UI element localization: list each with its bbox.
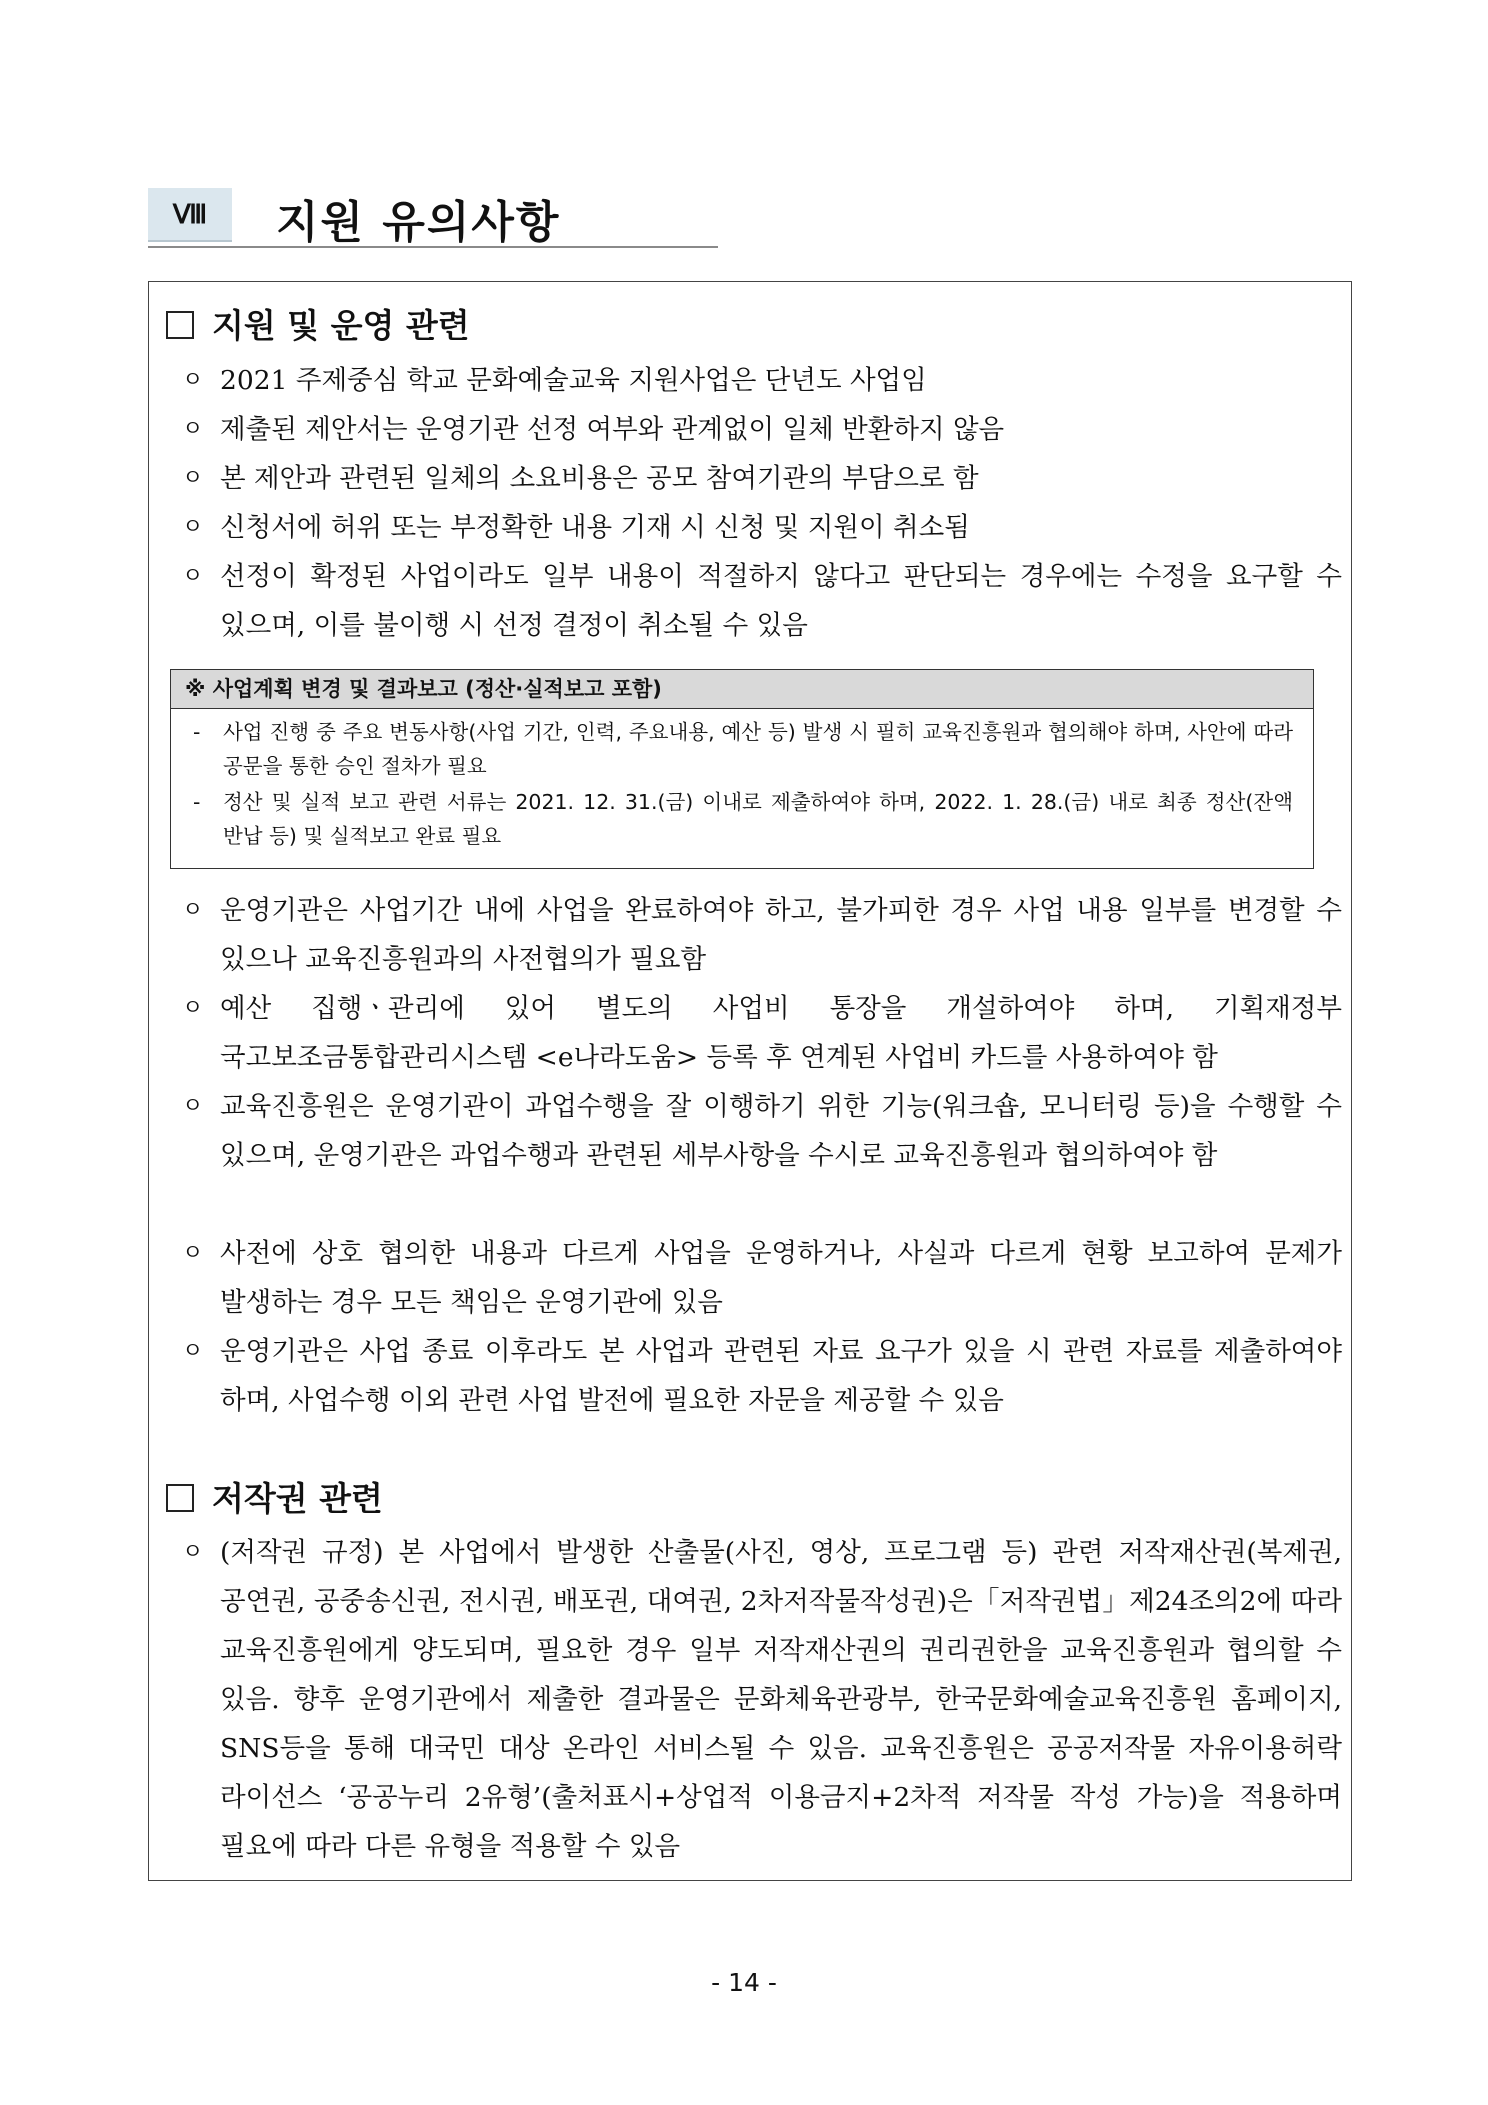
dash-bullet-icon: - [193, 720, 201, 744]
square-bullet-icon [166, 1484, 194, 1512]
list-item: ㅇ (저작권 규정) 본 사업에서 발생한 산출물(사진, 영상, 프로그램 등) 관련 저작재산권(복제권, 공연권, 공중송신권, 전시권, 배포권, 대여권, 2차저작물작성권)은「저작권법」제24조의2에 따라 교육진흥원에게 양도되며, 필요한 경우 일부 저작재산권의 권리권한을 교육진흥원과 협의할 수 있음. 향후 운영기관에서 제출한 결과물은 문화체육관광부, 한국문화예술교육진흥원 홈페이지, SNS등을 통해 대국민 대상 온라인 서비스될 수 있음. 교육진흥원은 공공저작물 자유이용허락 라이선스 ‘공공누리 2유형’(출처표시+상업적 이용금지+2차적 저작물 작성 가능)을 적용하며 필요에 따라 다른 유형을 적용할 수 있음 [182, 1528, 1342, 1871]
list-item: ㅇ 운영기관은 사업기간 내에 사업을 완료하여야 하고, 불가피한 경우 사업 내용 일부를 변경할 수 있으나 교육진흥원과의 사전협의가 필요함 [182, 886, 1342, 984]
circle-bullet-icon: ㅇ [182, 515, 204, 540]
circle-bullet-icon: ㅇ [182, 368, 204, 393]
notice-title: ※ 사업계획 변경 및 결과보고 (정산·실적보고 포함) [171, 670, 1313, 709]
list-item: ㅇ 신청서에 허위 또는 부정확한 내용 기재 시 신청 및 지원이 취소됨 [182, 503, 1342, 552]
heading-underline [148, 246, 718, 248]
section-title-copyright: 저작권 관련 [166, 1473, 383, 1520]
circle-bullet-icon: ㅇ [182, 1540, 204, 1565]
chapter-heading [148, 180, 718, 248]
list-item: ㅇ 예산 집행ㆍ관리에 있어 별도의 사업비 통장을 개설하여야 하며, 기획재정부 국고보조금통합관리시스템 <e나라도움> 등록 후 연계된 사업비 카드를 사용하여야 함 [182, 984, 1342, 1082]
notice-line: - 사업 진행 중 주요 변동사항(사업 기간, 인력, 주요내용, 예산 등) 발생 시 필히 교육진흥원과 협의해야 하며, 사안에 따라 공문을 통한 승인 절차가 필요 [193, 715, 1293, 783]
circle-bullet-icon: ㅇ [182, 1094, 204, 1119]
list-item: ㅇ 선정이 확정된 사업이라도 일부 내용이 적절하지 않다고 판단되는 경우에는 수정을 요구할 수 있으며, 이를 불이행 시 선정 결정이 취소될 수 있음 [182, 552, 1342, 650]
list-item: ㅇ 제출된 제안서는 운영기관 선정 여부와 관계없이 일체 반환하지 않음 [182, 405, 1342, 454]
circle-bullet-icon: ㅇ [182, 466, 204, 491]
notice-box [170, 669, 1314, 869]
circle-bullet-icon: ㅇ [182, 564, 204, 589]
page-number: - 14 - [711, 1968, 777, 1997]
square-bullet-icon [166, 311, 194, 339]
circle-bullet-icon: ㅇ [182, 1241, 204, 1266]
circle-bullet-icon: ㅇ [182, 417, 204, 442]
circle-bullet-icon: ㅇ [182, 996, 204, 1021]
dash-bullet-icon: - [193, 790, 201, 814]
circle-bullet-icon: ㅇ [182, 898, 204, 923]
chapter-title: 지원 유의사항 [276, 197, 561, 248]
notice-line: - 정산 및 실적 보고 관련 서류는 2021. 12. 31.(금) 이내로 제출하여야 하며, 2022. 1. 28.(금) 내로 최종 정산(잔액 반납 등) 및 실적보고 완료 필요 [193, 785, 1293, 853]
list-item: ㅇ 2021 주제중심 학교 문화예술교육 지원사업은 단년도 사업임 [182, 356, 1342, 405]
list-item: ㅇ 운영기관은 사업 종료 이후라도 본 사업과 관련된 자료 요구가 있을 시 관련 자료를 제출하여야 하며, 사업수행 이외 관련 사업 발전에 필요한 자문을 제공할 수 있음 [182, 1327, 1342, 1425]
list-item: ㅇ 본 제안과 관련된 일체의 소요비용은 공모 참여기관의 부담으로 함 [182, 454, 1342, 503]
section-title-support: 지원 및 운영 관련 [166, 300, 470, 347]
circle-bullet-icon: ㅇ [182, 1339, 204, 1364]
chapter-number: Ⅷ [148, 188, 232, 242]
list-item: ㅇ 교육진흥원은 운영기관이 과업수행을 잘 이행하기 위한 기능(워크숍, 모니터링 등)을 수행할 수 있으며, 운영기관은 과업수행과 관련된 세부사항을 수시로 교육진흥원과 협의하여야 함 [182, 1082, 1342, 1180]
list-item: ㅇ 사전에 상호 협의한 내용과 다르게 사업을 운영하거나, 사실과 다르게 현황 보고하여 문제가 발생하는 경우 모든 책임은 운영기관에 있음 [182, 1229, 1342, 1327]
